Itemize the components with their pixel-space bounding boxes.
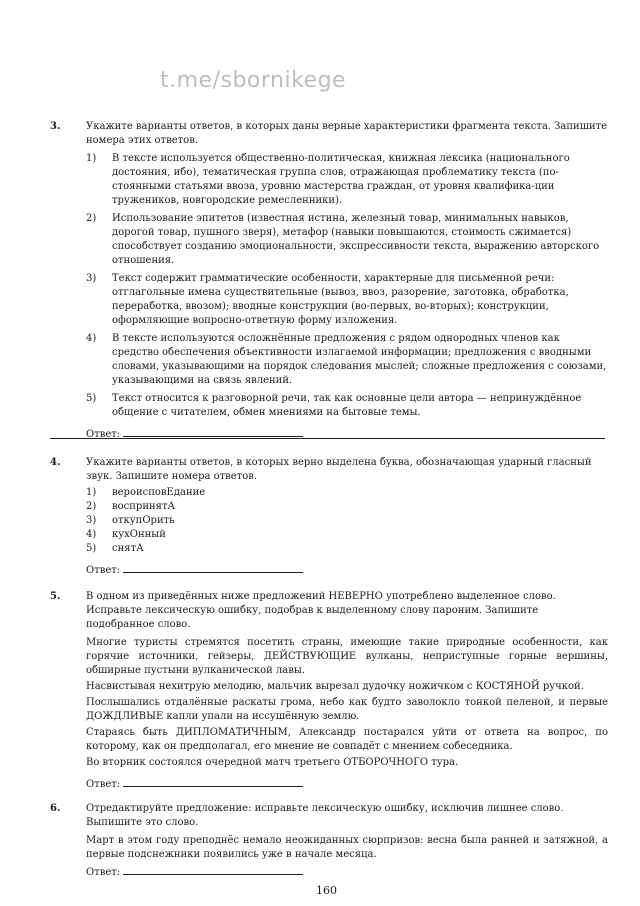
task-number: 4.	[50, 457, 61, 468]
task-question: Укажите варианты ответов, в которых даны верные характеристики фрагмента текста. Запишите номера этих ответов.	[86, 121, 608, 146]
option	[86, 542, 608, 556]
option	[86, 212, 608, 268]
option-text: кухОнный	[112, 529, 166, 540]
answer-label: Ответ:	[86, 429, 121, 440]
divider	[50, 438, 605, 439]
watermark: t.me/sbornikege	[160, 68, 347, 93]
option-text: вероисповЕдание	[112, 487, 206, 498]
option	[86, 500, 608, 514]
task-4	[50, 456, 608, 578]
option-number: 1)	[86, 153, 97, 164]
sentence: Насвистывая нехитрую мелодию, мальчик вырезал дудочку ножичком с КОСТЯНОЙ ручкой.	[86, 681, 584, 692]
sentence: Стараясь быть ДИПЛОМАТИЧНЫМ, Александр постарался уйти от ответа на вопрос, по которому, как он предполагал, его мнение не совпадёт с мнением собеседника.	[86, 727, 608, 752]
task-question: В одном из приведённых ниже предложений НЕВЕРНО употреблено выделенное слово. Исправьте лексическую ошибку, подобрав к выделенному слову пароним. Запишите подобранное слово.	[86, 591, 556, 630]
option-text: Текст относится к разговорной речи, так как основные цели автора — непринуждённое общение с читателем, обмен мнениями на бытовые темы.	[112, 393, 582, 418]
answer-row	[86, 864, 608, 880]
answer-label: Ответ:	[86, 779, 121, 790]
option-number: 1)	[86, 487, 97, 498]
task-number: 5.	[50, 591, 61, 602]
option-text: откупОрить	[112, 515, 175, 526]
option	[86, 528, 608, 542]
option-number: 3)	[86, 515, 97, 526]
answer-label: Ответ:	[86, 565, 121, 576]
task-3	[50, 120, 608, 442]
task-question: Укажите варианты ответов, в которых верно выделена буква, обозначающая ударный гласный звук. Запишите номера ответов.	[86, 457, 592, 482]
sentence: Март в этом году преподнёс немало неожиданных сюрпризов: весна была ранней и затяжной, а первые подснежники появились уже в начале месяца.	[86, 835, 608, 860]
option-number: 2)	[86, 501, 97, 512]
sentence: Послышались отдалённые раскаты грома, небо как будто заволокло тонкой пеленой, и первые ДОЖДЛИВЫЕ капли упали на иссушённую землю.	[86, 697, 608, 722]
answer-row	[86, 426, 608, 442]
task-number: 6.	[50, 803, 61, 814]
option	[86, 486, 608, 500]
answer-field[interactable]	[123, 562, 303, 573]
option-text: снятА	[112, 543, 144, 554]
option	[86, 392, 608, 420]
sentence: Во вторник состоялся очередной матч третьего ОТБОРОЧНОГО тура.	[86, 757, 459, 768]
option	[86, 332, 608, 388]
sentence: Многие туристы стремятся посетить страны, имеющие такие природные особенности, как горячие источники, гейзеры, ДЕЙСТВУЮЩИЕ вулканы, неприступные горные вершины, обширные пустыни вулканической лавы.	[86, 637, 608, 676]
option-number: 2)	[86, 213, 97, 224]
option-number: 4)	[86, 529, 97, 540]
answer-row	[86, 562, 608, 578]
option	[86, 272, 608, 328]
option-text: Текст содержит грамматические особенности, характерные для письменной речи: отглагольные имена существительные (вывоз, ввоз, разорение, заготовка, обработка, переработка, ввозом); вводные конструкции (во-первых, во-вторых); конструкции, оформляющие вопросно-ответную форму изложения.	[112, 273, 569, 326]
answer-label: Ответ:	[86, 867, 121, 878]
option	[86, 514, 608, 528]
option-number: 5)	[86, 393, 97, 404]
task-5	[50, 590, 608, 792]
answer-field[interactable]	[123, 776, 303, 787]
option-text: В тексте используется общественно-политическая, книжная лексика (национального достояния, ибо), тематическая группа слов, отражающая проблематику текста (по-стоянными статьями ввоза, уровню мастерства граждан, от уровня квалифика-ции тружеников, новгородские ремесленники).	[112, 153, 570, 206]
answer-row	[86, 776, 608, 792]
option-number: 4)	[86, 333, 97, 344]
option-number: 3)	[86, 273, 97, 284]
option-text: В тексте используются осложнённые предложения с рядом однородных членов как средство обеспечения объективности излагаемой информации; предложения с вводными словами, указывающими на порядок следования мыслей; сложные предложения с союзами, указывающими на связь явлений.	[112, 333, 607, 386]
option-number: 5)	[86, 543, 97, 554]
task-6	[50, 802, 608, 880]
answer-field[interactable]	[123, 426, 303, 437]
option	[86, 152, 608, 208]
answer-field[interactable]	[123, 864, 303, 875]
task-question: Отредактируйте предложение: исправьте лексическую ошибку, исключив лишнее слово. Выпишите это слово.	[86, 803, 564, 828]
option-text: Использование эпитетов (известная истина, железный товар, минимальных навыков, дорогой товар, пушного зверя), метафор (навыки повышаются, стоимость сжимается) способствует созданию эмоциональности, экспрессивности текста, выражению авторского отношения.	[112, 213, 600, 266]
task-number: 3.	[50, 121, 61, 132]
option-text: воспринятА	[112, 501, 176, 512]
page-number: 160	[316, 884, 337, 897]
